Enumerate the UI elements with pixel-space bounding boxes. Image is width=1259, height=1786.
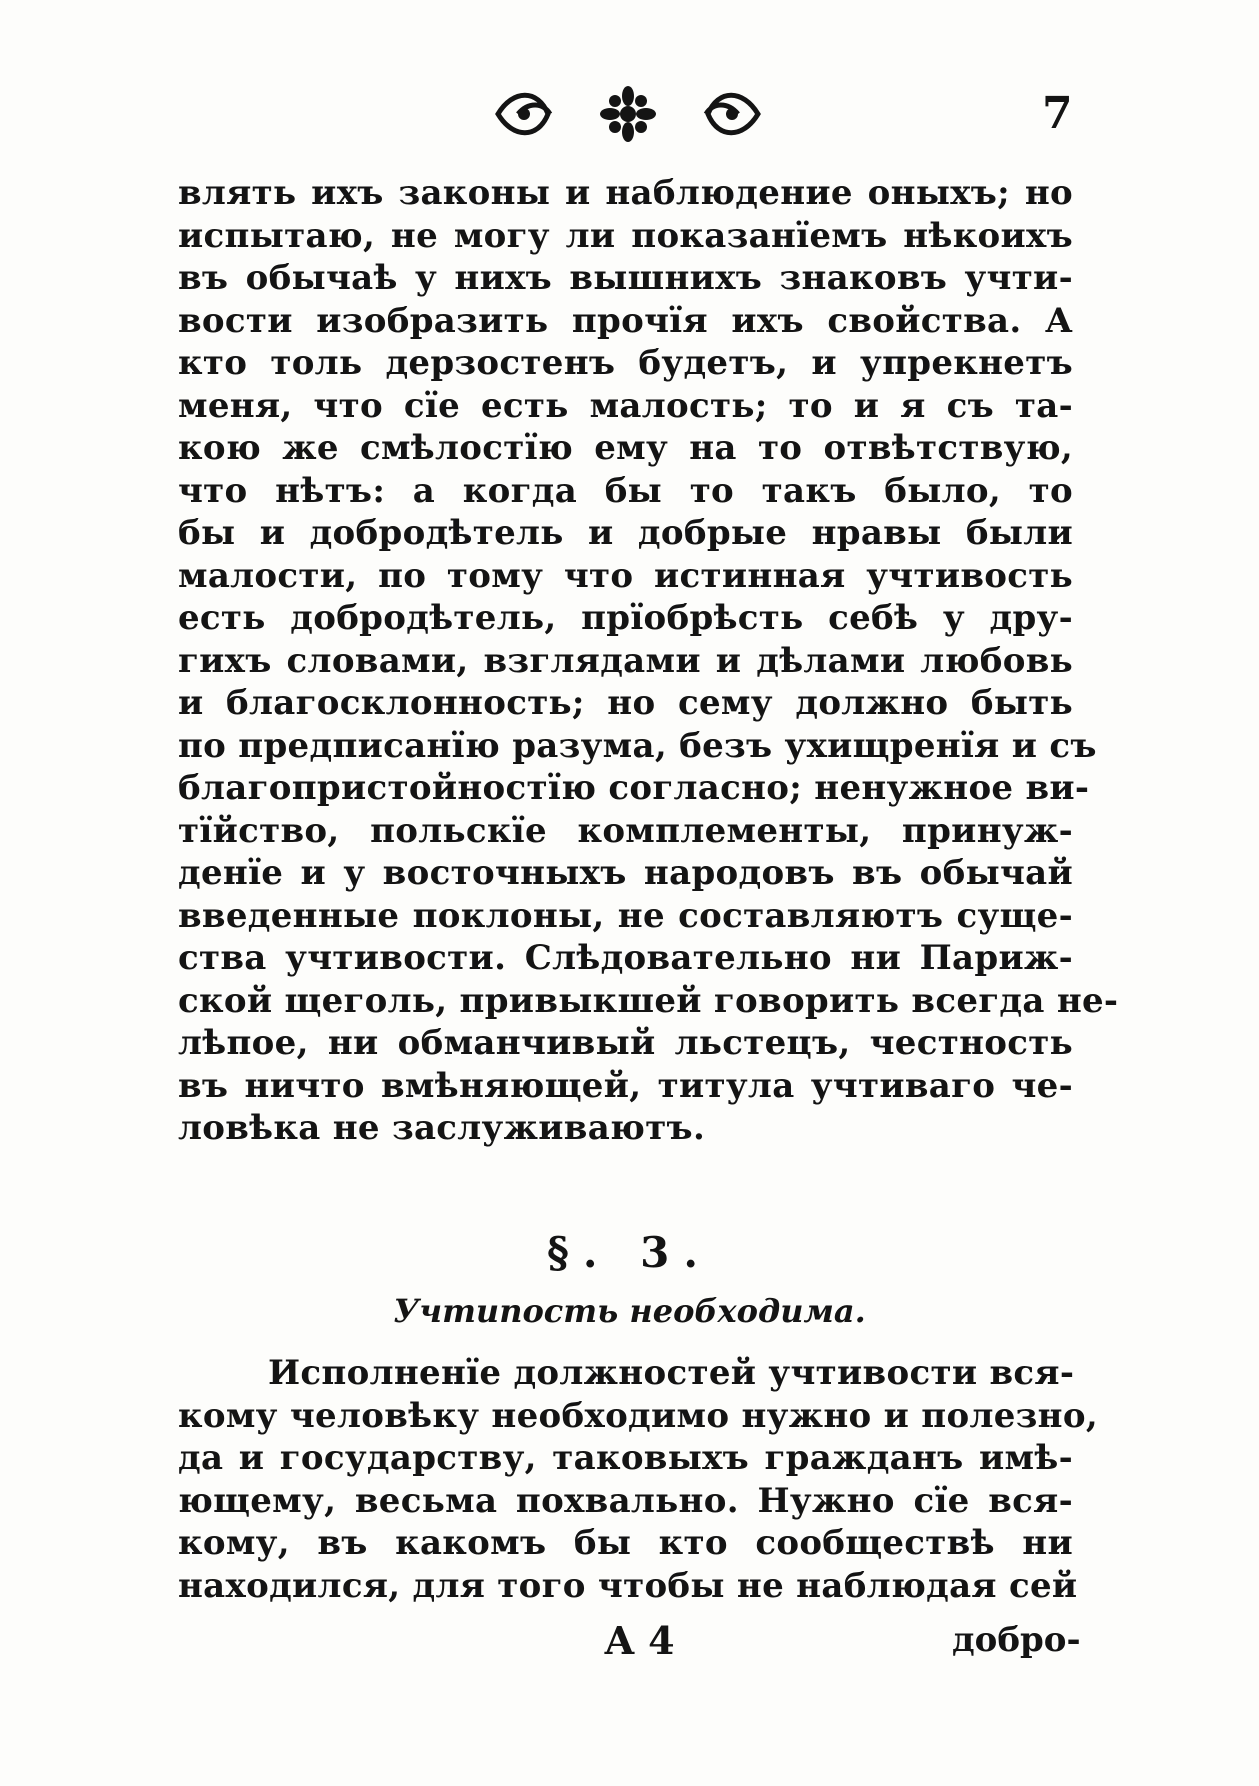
- floral-ornament-icon: [488, 84, 768, 144]
- page-number: 7: [1042, 88, 1073, 139]
- text-line: въ обычаѣ у нихъ вышнихъ знаковъ учти-: [178, 258, 1073, 298]
- paragraph-body: [178, 172, 1119, 1150]
- paragraph-body: [178, 1352, 1098, 1607]
- text-line: кою же смѣлостїю ему на то отвѣтствую,: [178, 428, 1073, 468]
- text-line: введенные поклоны, не составляютъ суще-: [178, 895, 1073, 936]
- text-line: да и государству, таковыхъ гражданъ имѣ-: [178, 1438, 1073, 1478]
- text-line: кому человѣку необходимо нужно и полезно,: [178, 1395, 1098, 1436]
- text-line: ющему, весьма похвально. Нужно сїе вся-: [178, 1480, 1073, 1521]
- text-line: тїйство, польскїе комплементы, принуж-: [178, 810, 1073, 851]
- signature-mark: А 4: [604, 1618, 675, 1663]
- text-line: есть добродѣтель, прїобрѣсть себѣ у дру-: [178, 598, 1073, 638]
- text-line: находился, для того чтобы не наблюдая сей: [178, 1565, 1078, 1606]
- text-line: и благосклонность; но сему должно быть: [178, 683, 1073, 723]
- text-line: благопристойностїю согласно; ненужное ви-: [178, 768, 1090, 808]
- text-line: испытаю, не могу ли показанїемъ нѣкоихъ: [178, 215, 1073, 256]
- page-footer: [0, 1618, 1259, 1668]
- text-line: кто толь дерзостенъ будетъ, и упрекнетъ: [178, 343, 1073, 383]
- text-line: влять ихъ законы и наблюдение оныхъ; но: [178, 173, 1073, 213]
- text-line: ства учтивости. Слѣдовательно ни Париж-: [178, 938, 1073, 978]
- catchword: добро-: [952, 1620, 1081, 1660]
- text-line: малости, по тому что истинная учтивость: [178, 555, 1073, 596]
- text-line: ловѣка не заслуживаютъ.: [178, 1108, 706, 1148]
- section-number: §. 3.: [546, 1228, 713, 1277]
- text-line: лѣпое, ни обманчивый льстецъ, честность: [178, 1023, 1073, 1063]
- text-line: что нѣтъ: а когда бы то такъ было, то: [178, 470, 1073, 511]
- text-line: денїе и у восточныхъ народовъ въ обычай: [178, 853, 1073, 893]
- text-line: вости изобразить прочїя ихъ свойства. А: [178, 300, 1073, 341]
- text-line: въ ничто вмѣняющей, титула учтиваго че-: [178, 1065, 1073, 1106]
- text-line: ской щеголь, привыкшей говорить всегда не-: [178, 980, 1119, 1021]
- text-line: гихъ словами, взглядами и дѣлами любовь: [178, 640, 1073, 681]
- text-line: бы и добродѣтель и добрые нравы были: [178, 513, 1073, 553]
- text-line: меня, что сїе есть малость; то и я съ та-: [178, 385, 1073, 426]
- text-line: кому, въ какомъ бы кто сообществѣ ни: [178, 1523, 1073, 1563]
- section-title: Учтипость необходима.: [393, 1292, 866, 1330]
- text-line: Исполненїе должностей учтивости вся-: [268, 1353, 1075, 1393]
- text-line: по предписанїю разума, безъ ухищренїя и съ: [178, 725, 1097, 766]
